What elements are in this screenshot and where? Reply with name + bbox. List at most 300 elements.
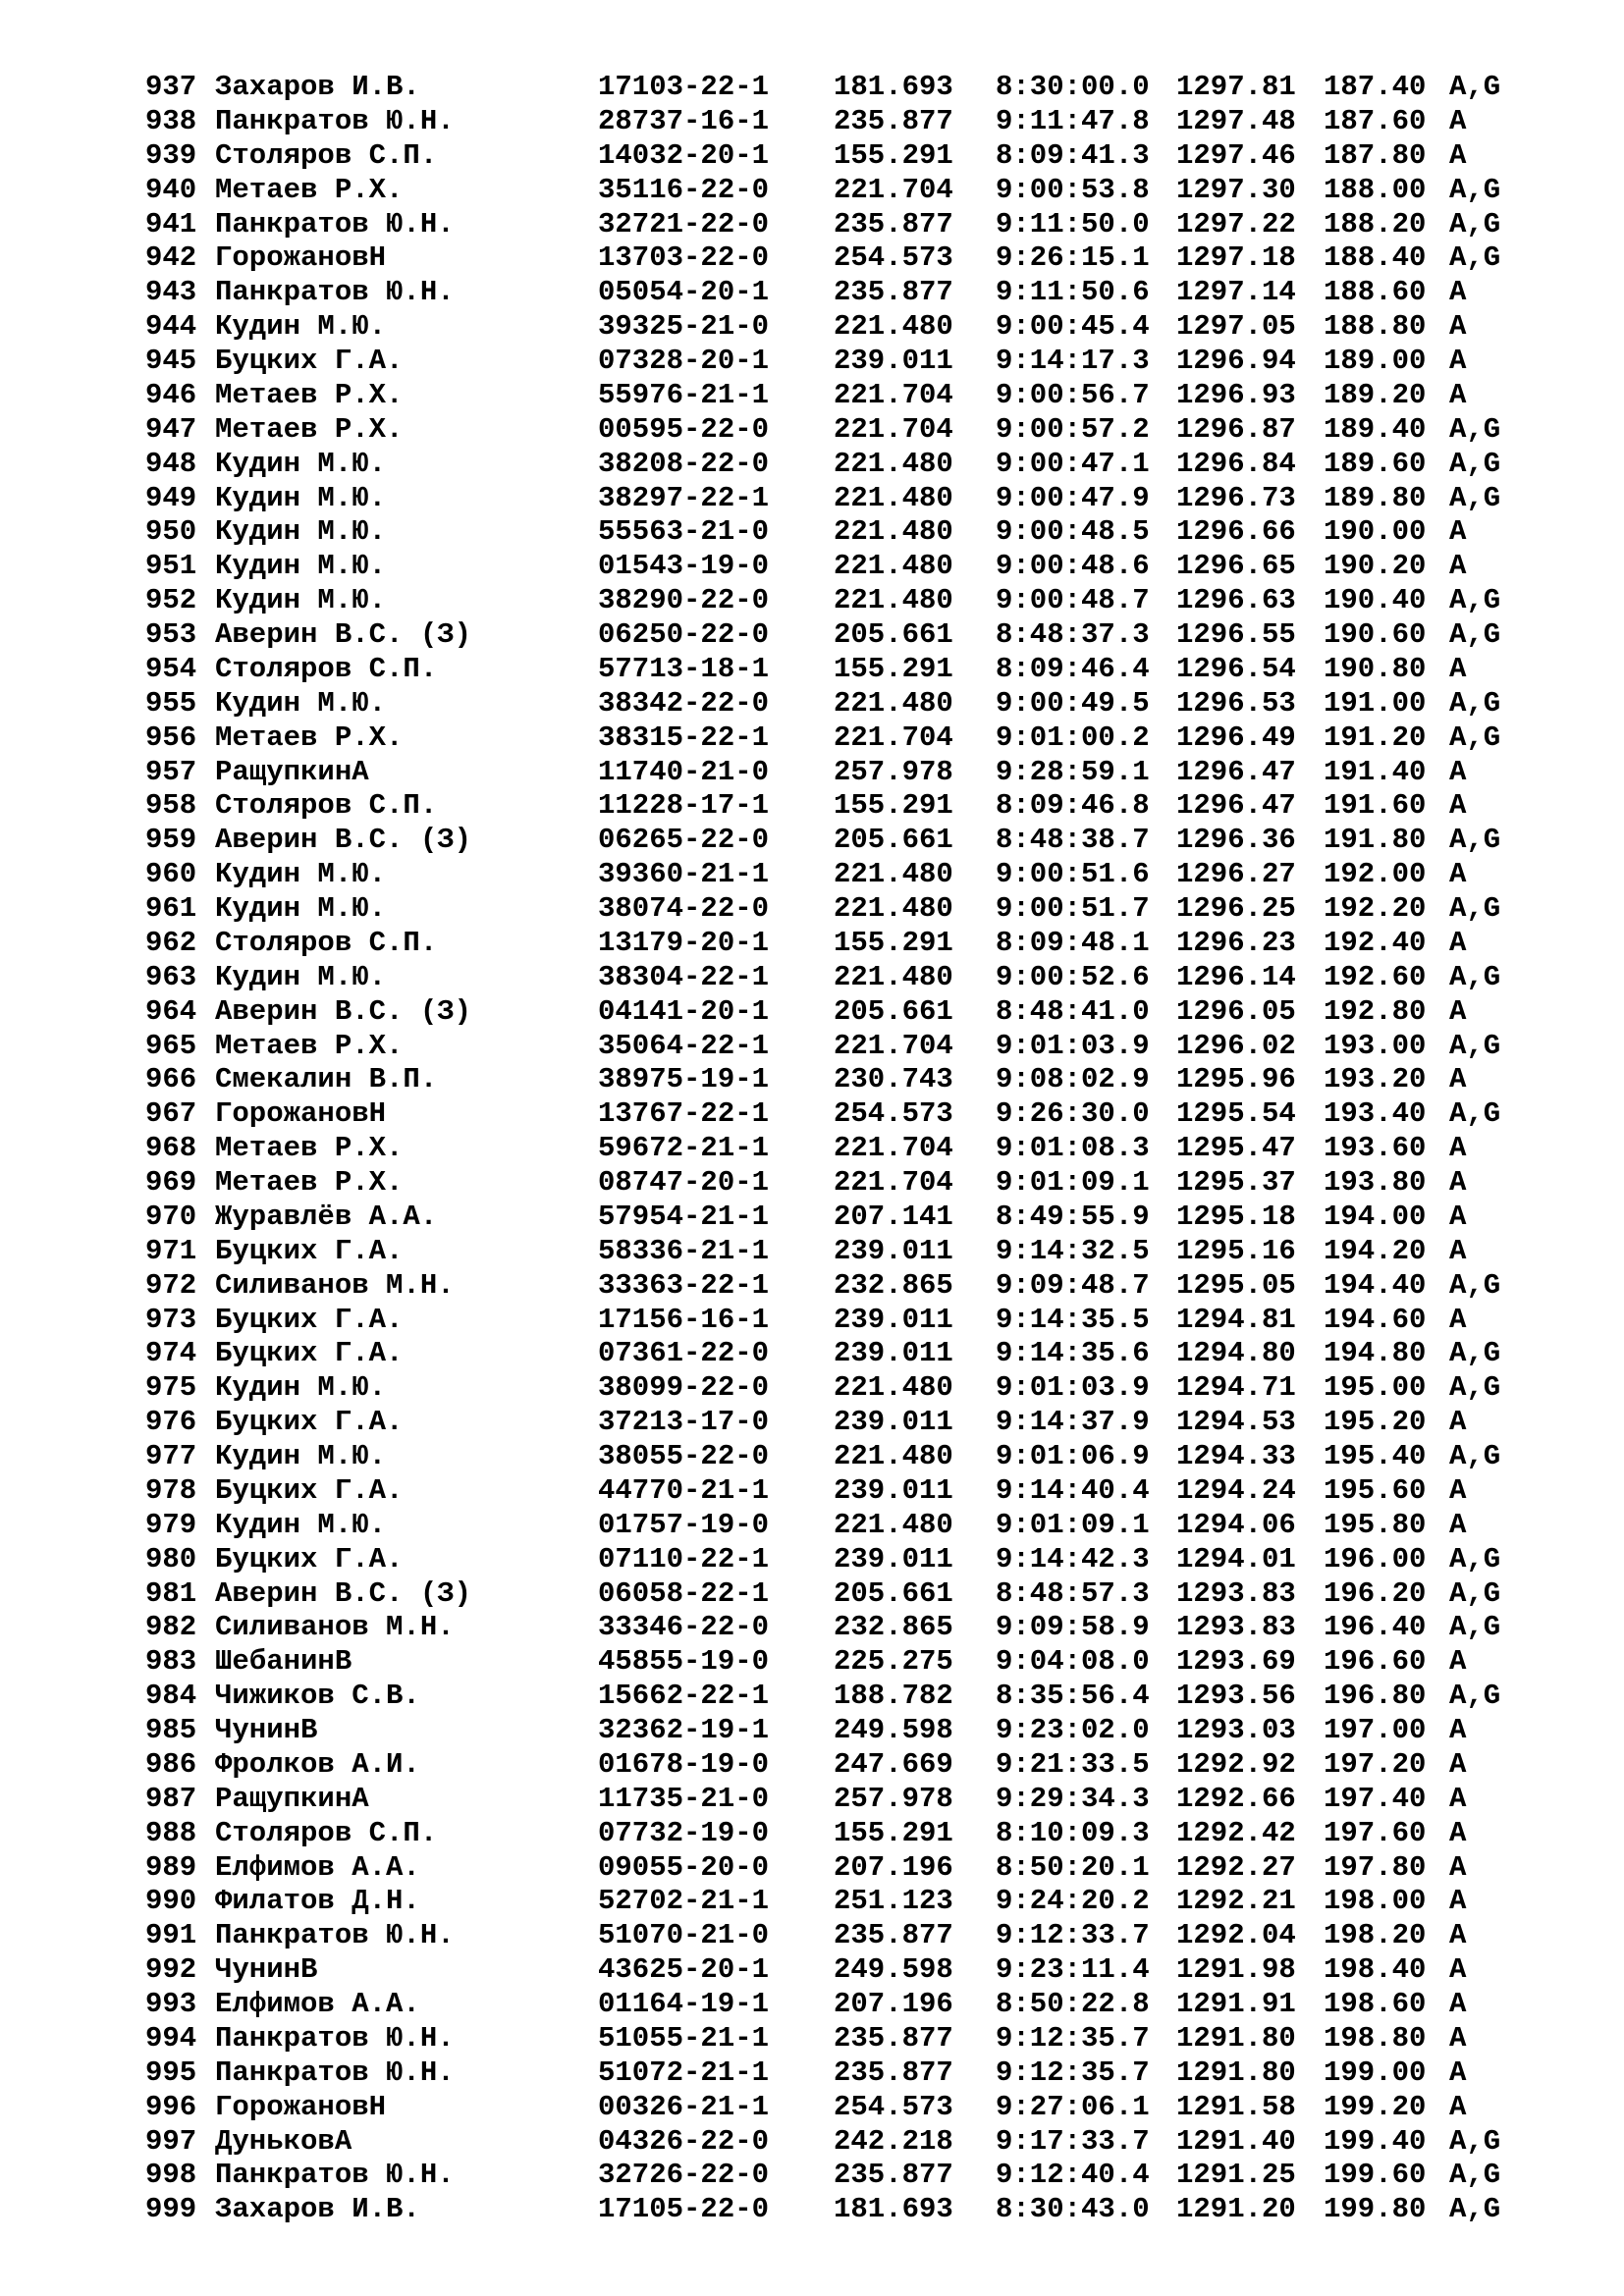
flags: A xyxy=(1449,515,1467,549)
ring-number: 32726-22-0 xyxy=(598,2159,770,2192)
place-number: 980 xyxy=(145,1542,197,1575)
flags: A xyxy=(1449,994,1467,1028)
speed: 1297.46 xyxy=(1176,138,1296,172)
fancier-name: Метаев Р.Х. xyxy=(215,412,404,446)
ring-number: 01757-19-0 xyxy=(598,1508,770,1541)
distance-km: 207.196 xyxy=(834,1988,953,2020)
arrival-time: 9:14:35.5 xyxy=(996,1303,1150,1336)
flags: A,G xyxy=(1449,618,1501,651)
ring-number: 07361-22-0 xyxy=(598,1337,770,1370)
place-number: 984 xyxy=(145,1680,197,1713)
ring-number: 11228-17-1 xyxy=(598,789,770,823)
ring-number: 06250-22-0 xyxy=(598,618,770,651)
arrival-time: 8:09:48.1 xyxy=(996,926,1150,959)
fancier-name: Метаев Р.Х. xyxy=(215,378,404,411)
ring-number: 55976-21-1 xyxy=(598,378,770,411)
place-number: 971 xyxy=(145,1234,197,1267)
flags: A xyxy=(1449,1508,1467,1541)
arrival-time: 9:14:40.4 xyxy=(996,1473,1150,1507)
place-number: 979 xyxy=(145,1508,197,1541)
ring-number: 39325-21-0 xyxy=(598,310,770,344)
fancier-name: Буцких Г.А. xyxy=(215,1473,404,1507)
speed: 1296.47 xyxy=(1176,755,1296,788)
distance-km: 235.877 xyxy=(834,104,953,137)
place-number: 978 xyxy=(145,1473,197,1507)
fancier-name: Смекалин В.П. xyxy=(215,1063,438,1096)
points: 192.60 xyxy=(1324,960,1427,993)
points: 190.60 xyxy=(1324,618,1427,651)
points: 188.00 xyxy=(1324,173,1427,206)
arrival-time: 9:14:32.5 xyxy=(996,1234,1150,1267)
points: 196.60 xyxy=(1324,1645,1427,1679)
place-number: 997 xyxy=(145,2124,197,2158)
arrival-time: 9:21:33.5 xyxy=(996,1747,1150,1781)
fancier-name: Кудин М.Ю. xyxy=(215,310,387,344)
fancier-name: Филатов Д.Н. xyxy=(215,1885,420,1918)
arrival-time: 9:00:51.6 xyxy=(996,858,1150,891)
place-number: 944 xyxy=(145,310,197,344)
speed: 1294.81 xyxy=(1176,1303,1296,1336)
speed: 1296.63 xyxy=(1176,584,1296,617)
speed: 1296.53 xyxy=(1176,686,1296,720)
distance-km: 207.141 xyxy=(834,1200,953,1233)
ring-number: 01543-19-0 xyxy=(598,550,770,583)
fancier-name: ГорожановН xyxy=(215,1097,387,1131)
fancier-name: Кудин М.Ю. xyxy=(215,892,387,925)
flags: A,G xyxy=(1449,241,1501,275)
flags: A,G xyxy=(1449,1680,1501,1713)
flags: A,G xyxy=(1449,207,1501,240)
speed: 1296.65 xyxy=(1176,550,1296,583)
ring-number: 13767-22-1 xyxy=(598,1097,770,1131)
distance-km: 155.291 xyxy=(834,1816,953,1849)
distance-km: 221.480 xyxy=(834,1371,953,1405)
place-number: 938 xyxy=(145,104,197,137)
ring-number: 17103-22-1 xyxy=(598,71,770,103)
distance-km: 235.877 xyxy=(834,2021,953,2055)
ring-number: 01164-19-1 xyxy=(598,1988,770,2020)
distance-km: 247.669 xyxy=(834,1747,953,1781)
arrival-time: 9:00:47.9 xyxy=(996,481,1150,514)
fancier-name: Захаров И.В. xyxy=(215,2193,420,2226)
points: 197.60 xyxy=(1324,1816,1427,1849)
flags: A,G xyxy=(1449,892,1501,925)
place-number: 987 xyxy=(145,1782,197,1815)
points: 196.40 xyxy=(1324,1611,1427,1644)
speed: 1296.93 xyxy=(1176,378,1296,411)
fancier-name: Кудин М.Ю. xyxy=(215,686,387,720)
points: 194.00 xyxy=(1324,1200,1427,1233)
arrival-time: 9:00:45.4 xyxy=(996,310,1150,344)
flags: A xyxy=(1449,1850,1467,1884)
points: 198.20 xyxy=(1324,1919,1427,1952)
place-number: 990 xyxy=(145,1885,197,1918)
fancier-name: Чижиков С.В. xyxy=(215,1680,420,1713)
flags: A xyxy=(1449,1406,1467,1439)
points: 193.40 xyxy=(1324,1097,1427,1131)
arrival-time: 9:11:50.6 xyxy=(996,276,1150,309)
points: 187.80 xyxy=(1324,138,1427,172)
speed: 1291.80 xyxy=(1176,2056,1296,2089)
arrival-time: 9:04:08.0 xyxy=(996,1645,1150,1679)
fancier-name: Кудин М.Ю. xyxy=(215,1508,387,1541)
arrival-time: 9:12:35.7 xyxy=(996,2021,1150,2055)
fancier-name: Кудин М.Ю. xyxy=(215,550,387,583)
flags: A xyxy=(1449,1063,1467,1096)
speed: 1294.06 xyxy=(1176,1508,1296,1541)
arrival-time: 8:35:56.4 xyxy=(996,1680,1150,1713)
distance-km: 188.782 xyxy=(834,1680,953,1713)
speed: 1292.04 xyxy=(1176,1919,1296,1952)
ring-number: 55563-21-0 xyxy=(598,515,770,549)
arrival-time: 9:14:42.3 xyxy=(996,1542,1150,1575)
arrival-time: 8:10:09.3 xyxy=(996,1816,1150,1849)
ring-number: 51070-21-0 xyxy=(598,1919,770,1952)
flags: A xyxy=(1449,310,1467,344)
flags: A xyxy=(1449,1988,1467,2020)
place-number: 975 xyxy=(145,1371,197,1405)
arrival-time: 9:14:37.9 xyxy=(996,1406,1150,1439)
arrival-time: 9:24:20.2 xyxy=(996,1885,1150,1918)
speed: 1293.83 xyxy=(1176,1576,1296,1610)
fancier-name: Кудин М.Ю. xyxy=(215,584,387,617)
place-number: 960 xyxy=(145,858,197,891)
fancier-name: Кудин М.Ю. xyxy=(215,960,387,993)
speed: 1294.71 xyxy=(1176,1371,1296,1405)
place-number: 991 xyxy=(145,1919,197,1952)
flags: A,G xyxy=(1449,2159,1501,2192)
arrival-time: 9:00:48.5 xyxy=(996,515,1150,549)
speed: 1296.23 xyxy=(1176,926,1296,959)
speed: 1294.80 xyxy=(1176,1337,1296,1370)
ring-number: 44770-21-1 xyxy=(598,1473,770,1507)
fancier-name: Столяров С.П. xyxy=(215,789,438,823)
place-number: 976 xyxy=(145,1406,197,1439)
points: 197.00 xyxy=(1324,1714,1427,1746)
points: 190.80 xyxy=(1324,652,1427,685)
flags: A,G xyxy=(1449,447,1501,480)
fancier-name: Кудин М.Ю. xyxy=(215,481,387,514)
ring-number: 38342-22-0 xyxy=(598,686,770,720)
speed: 1296.49 xyxy=(1176,721,1296,754)
arrival-time: 9:08:02.9 xyxy=(996,1063,1150,1096)
flags: A,G xyxy=(1449,173,1501,206)
fancier-name: Буцких Г.А. xyxy=(215,1337,404,1370)
place-number: 999 xyxy=(145,2193,197,2226)
place-number: 964 xyxy=(145,994,197,1028)
speed: 1296.27 xyxy=(1176,858,1296,891)
place-number: 969 xyxy=(145,1166,197,1199)
place-number: 939 xyxy=(145,138,197,172)
speed: 1291.20 xyxy=(1176,2193,1296,2226)
place-number: 982 xyxy=(145,1611,197,1644)
place-number: 981 xyxy=(145,1576,197,1610)
speed: 1297.14 xyxy=(1176,276,1296,309)
points: 193.00 xyxy=(1324,1029,1427,1062)
speed: 1297.22 xyxy=(1176,207,1296,240)
ring-number: 04141-20-1 xyxy=(598,994,770,1028)
fancier-name: ЧунинВ xyxy=(215,1953,318,1987)
flags: A xyxy=(1449,1782,1467,1815)
place-number: 956 xyxy=(145,721,197,754)
place-number: 970 xyxy=(145,1200,197,1233)
speed: 1294.24 xyxy=(1176,1473,1296,1507)
speed: 1295.37 xyxy=(1176,1166,1296,1199)
ring-number: 57713-18-1 xyxy=(598,652,770,685)
arrival-time: 8:48:41.0 xyxy=(996,994,1150,1028)
points: 194.80 xyxy=(1324,1337,1427,1370)
flags: A,G xyxy=(1449,481,1501,514)
arrival-time: 8:48:57.3 xyxy=(996,1576,1150,1610)
place-number: 954 xyxy=(145,652,197,685)
arrival-time: 9:01:09.1 xyxy=(996,1166,1150,1199)
flags: A xyxy=(1449,276,1467,309)
flags: A,G xyxy=(1449,2193,1501,2226)
place-number: 963 xyxy=(145,960,197,993)
flags: A xyxy=(1449,1132,1467,1165)
flags: A,G xyxy=(1449,1542,1501,1575)
arrival-time: 8:50:22.8 xyxy=(996,1988,1150,2020)
fancier-name: Елфимов А.А. xyxy=(215,1850,420,1884)
speed: 1296.47 xyxy=(1176,789,1296,823)
fancier-name: Буцких Г.А. xyxy=(215,1406,404,1439)
ring-number: 28737-16-1 xyxy=(598,104,770,137)
ring-number: 43625-20-1 xyxy=(598,1953,770,1987)
distance-km: 242.218 xyxy=(834,2124,953,2158)
fancier-name: Столяров С.П. xyxy=(215,652,438,685)
arrival-time: 8:09:46.8 xyxy=(996,789,1150,823)
place-number: 986 xyxy=(145,1747,197,1781)
points: 194.40 xyxy=(1324,1268,1427,1302)
flags: A xyxy=(1449,138,1467,172)
points: 198.60 xyxy=(1324,1988,1427,2020)
speed: 1297.05 xyxy=(1176,310,1296,344)
ring-number: 09055-20-0 xyxy=(598,1850,770,1884)
speed: 1293.56 xyxy=(1176,1680,1296,1713)
points: 190.40 xyxy=(1324,584,1427,617)
distance-km: 257.978 xyxy=(834,755,953,788)
fancier-name: Столяров С.П. xyxy=(215,1816,438,1849)
distance-km: 221.480 xyxy=(834,584,953,617)
speed: 1292.27 xyxy=(1176,1850,1296,1884)
distance-km: 221.480 xyxy=(834,550,953,583)
points: 194.60 xyxy=(1324,1303,1427,1336)
ring-number: 35116-22-0 xyxy=(598,173,770,206)
speed: 1296.02 xyxy=(1176,1029,1296,1062)
ring-number: 38074-22-0 xyxy=(598,892,770,925)
points: 197.40 xyxy=(1324,1782,1427,1815)
place-number: 940 xyxy=(145,173,197,206)
fancier-name: Аверин В.С. (З) xyxy=(215,824,472,857)
distance-km: 221.704 xyxy=(834,721,953,754)
flags: A xyxy=(1449,652,1467,685)
points: 197.20 xyxy=(1324,1747,1427,1781)
speed: 1295.05 xyxy=(1176,1268,1296,1302)
distance-km: 221.480 xyxy=(834,1508,953,1541)
place-number: 942 xyxy=(145,241,197,275)
distance-km: 221.480 xyxy=(834,858,953,891)
arrival-time: 9:14:17.3 xyxy=(996,345,1150,377)
ring-number: 38975-19-1 xyxy=(598,1063,770,1096)
ring-number: 35064-22-1 xyxy=(598,1029,770,1062)
distance-km: 221.704 xyxy=(834,173,953,206)
distance-km: 181.693 xyxy=(834,71,953,103)
fancier-name: Кудин М.Ю. xyxy=(215,858,387,891)
place-number: 994 xyxy=(145,2021,197,2055)
ring-number: 38315-22-1 xyxy=(598,721,770,754)
points: 189.00 xyxy=(1324,345,1427,377)
speed: 1295.18 xyxy=(1176,1200,1296,1233)
arrival-time: 8:30:00.0 xyxy=(996,71,1150,103)
speed: 1296.73 xyxy=(1176,481,1296,514)
arrival-time: 8:50:20.1 xyxy=(996,1850,1150,1884)
points: 195.40 xyxy=(1324,1440,1427,1472)
ring-number: 57954-21-1 xyxy=(598,1200,770,1233)
ring-number: 38304-22-1 xyxy=(598,960,770,993)
arrival-time: 9:01:08.3 xyxy=(996,1132,1150,1165)
arrival-time: 8:48:37.3 xyxy=(996,618,1150,651)
fancier-name: ЧунинВ xyxy=(215,1714,318,1746)
distance-km: 221.480 xyxy=(834,515,953,549)
ring-number: 15662-22-1 xyxy=(598,1680,770,1713)
points: 192.40 xyxy=(1324,926,1427,959)
arrival-time: 9:00:52.6 xyxy=(996,960,1150,993)
fancier-name: Панкратов Ю.Н. xyxy=(215,104,455,137)
flags: A xyxy=(1449,1303,1467,1336)
arrival-time: 9:00:57.2 xyxy=(996,412,1150,446)
distance-km: 235.877 xyxy=(834,276,953,309)
points: 192.00 xyxy=(1324,858,1427,891)
ring-number: 39360-21-1 xyxy=(598,858,770,891)
fancier-name: Силиванов М.Н. xyxy=(215,1611,455,1644)
points: 191.80 xyxy=(1324,824,1427,857)
points: 193.20 xyxy=(1324,1063,1427,1096)
fancier-name: Журавлёв А.А. xyxy=(215,1200,438,1233)
speed: 1297.81 xyxy=(1176,71,1296,103)
ring-number: 33346-22-0 xyxy=(598,1611,770,1644)
flags: A,G xyxy=(1449,71,1501,103)
speed: 1292.21 xyxy=(1176,1885,1296,1918)
points: 190.00 xyxy=(1324,515,1427,549)
fancier-name: ШебанинВ xyxy=(215,1645,352,1679)
ring-number: 06265-22-0 xyxy=(598,824,770,857)
points: 199.00 xyxy=(1324,2056,1427,2089)
fancier-name: Кудин М.Ю. xyxy=(215,515,387,549)
fancier-name: Буцких Г.А. xyxy=(215,1542,404,1575)
arrival-time: 9:17:33.7 xyxy=(996,2124,1150,2158)
ring-number: 06058-22-1 xyxy=(598,1576,770,1610)
arrival-time: 9:09:48.7 xyxy=(996,1268,1150,1302)
speed: 1296.36 xyxy=(1176,824,1296,857)
points: 191.20 xyxy=(1324,721,1427,754)
distance-km: 221.480 xyxy=(834,686,953,720)
arrival-time: 9:00:56.7 xyxy=(996,378,1150,411)
speed: 1294.01 xyxy=(1176,1542,1296,1575)
speed: 1296.87 xyxy=(1176,412,1296,446)
fancier-name: Метаев Р.Х. xyxy=(215,1029,404,1062)
place-number: 953 xyxy=(145,618,197,651)
distance-km: 221.704 xyxy=(834,378,953,411)
distance-km: 230.743 xyxy=(834,1063,953,1096)
distance-km: 239.011 xyxy=(834,1337,953,1370)
fancier-name: Кудин М.Ю. xyxy=(215,1371,387,1405)
flags: A xyxy=(1449,858,1467,891)
speed: 1296.55 xyxy=(1176,618,1296,651)
flags: A xyxy=(1449,2090,1467,2123)
distance-km: 235.877 xyxy=(834,2159,953,2192)
flags: A xyxy=(1449,1166,1467,1199)
place-number: 996 xyxy=(145,2090,197,2123)
place-number: 993 xyxy=(145,1988,197,2020)
distance-km: 254.573 xyxy=(834,241,953,275)
ring-number: 05054-20-1 xyxy=(598,276,770,309)
ring-number: 08747-20-1 xyxy=(598,1166,770,1199)
place-number: 998 xyxy=(145,2159,197,2192)
speed: 1292.92 xyxy=(1176,1747,1296,1781)
ring-number: 07110-22-1 xyxy=(598,1542,770,1575)
fancier-name: Метаев Р.Х. xyxy=(215,1132,404,1165)
speed: 1294.33 xyxy=(1176,1440,1296,1472)
speed: 1296.66 xyxy=(1176,515,1296,549)
flags: A,G xyxy=(1449,824,1501,857)
place-number: 968 xyxy=(145,1132,197,1165)
distance-km: 257.978 xyxy=(834,1782,953,1815)
distance-km: 221.480 xyxy=(834,1440,953,1472)
ring-number: 11735-21-0 xyxy=(598,1782,770,1815)
distance-km: 235.877 xyxy=(834,207,953,240)
speed: 1296.05 xyxy=(1176,994,1296,1028)
speed: 1296.14 xyxy=(1176,960,1296,993)
fancier-name: Буцких Г.А. xyxy=(215,1234,404,1267)
ring-number: 38055-22-0 xyxy=(598,1440,770,1472)
points: 187.40 xyxy=(1324,71,1427,103)
speed: 1295.54 xyxy=(1176,1097,1296,1131)
place-number: 973 xyxy=(145,1303,197,1336)
flags: A xyxy=(1449,1645,1467,1679)
distance-km: 221.704 xyxy=(834,1166,953,1199)
distance-km: 249.598 xyxy=(834,1714,953,1746)
distance-km: 221.704 xyxy=(834,412,953,446)
points: 192.80 xyxy=(1324,994,1427,1028)
distance-km: 235.877 xyxy=(834,1919,953,1952)
arrival-time: 9:14:35.6 xyxy=(996,1337,1150,1370)
flags: A,G xyxy=(1449,1611,1501,1644)
points: 197.80 xyxy=(1324,1850,1427,1884)
ring-number: 33363-22-1 xyxy=(598,1268,770,1302)
distance-km: 221.480 xyxy=(834,960,953,993)
distance-km: 251.123 xyxy=(834,1885,953,1918)
fancier-name: Буцких Г.А. xyxy=(215,1303,404,1336)
place-number: 965 xyxy=(145,1029,197,1062)
points: 189.40 xyxy=(1324,412,1427,446)
flags: A xyxy=(1449,1816,1467,1849)
ring-number: 17105-22-0 xyxy=(598,2193,770,2226)
ring-number: 38099-22-0 xyxy=(598,1371,770,1405)
arrival-time: 9:12:40.4 xyxy=(996,2159,1150,2192)
fancier-name: Силиванов М.Н. xyxy=(215,1268,455,1302)
ring-number: 04326-22-0 xyxy=(598,2124,770,2158)
flags: A xyxy=(1449,926,1467,959)
distance-km: 207.196 xyxy=(834,1850,953,1884)
fancier-name: Аверин В.С. (З) xyxy=(215,1576,472,1610)
place-number: 959 xyxy=(145,824,197,857)
points: 195.60 xyxy=(1324,1473,1427,1507)
flags: A,G xyxy=(1449,2124,1501,2158)
points: 195.20 xyxy=(1324,1406,1427,1439)
ring-number: 07328-20-1 xyxy=(598,345,770,377)
speed: 1295.47 xyxy=(1176,1132,1296,1165)
arrival-time: 8:30:43.0 xyxy=(996,2193,1150,2226)
